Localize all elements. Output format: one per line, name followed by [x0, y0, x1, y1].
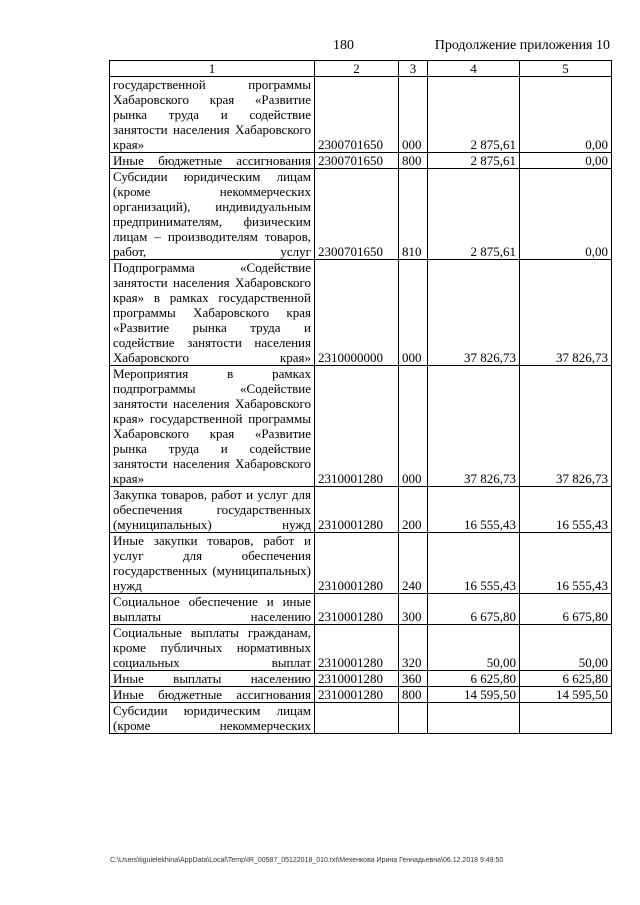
table-row	[110, 594, 612, 625]
row-target-code: 2310001280	[315, 533, 399, 594]
row-amount-col5: 0,00	[520, 153, 612, 169]
row-amount-col5: 16 555,43	[520, 487, 612, 533]
table-row	[110, 625, 612, 671]
row-expense-kind: 200	[399, 487, 428, 533]
row-expense-kind: 240	[399, 533, 428, 594]
continuation-label: Продолжение приложения 10	[434, 38, 610, 53]
row-expense-kind: 300	[399, 594, 428, 625]
row-amount-col4: 37 826,73	[428, 260, 520, 366]
row-description: Иные бюджетные ассигнования	[110, 687, 315, 703]
row-description: государственной программы Хабаровского края «Развитие рынка труда и содействие занятости населения Хабаровского края»	[110, 77, 315, 153]
row-amount-col5: 16 555,43	[520, 533, 612, 594]
budget-table	[109, 60, 612, 734]
row-description: Иные закупки товаров, работ и услуг для обеспечения государственных (муниципальных) нужд	[110, 533, 315, 594]
row-amount-col5: 0,00	[520, 169, 612, 260]
row-expense-kind: 800	[399, 153, 428, 169]
row-description: Подпрограмма «Содействие занятости населения Хабаровского края» в рамках государственной программы Хабаровского края «Развитие рынка труда и содействие занятости населения Хабаровского края»	[110, 260, 315, 366]
row-target-code: 2300701650	[315, 153, 399, 169]
row-description: Иные бюджетные ассигнования	[110, 153, 315, 169]
row-amount-col5: 50,00	[520, 625, 612, 671]
table-row	[110, 487, 612, 533]
row-amount-col4: 16 555,43	[428, 533, 520, 594]
row-amount-col5: 14 595,50	[520, 687, 612, 703]
row-target-code: 2300701650	[315, 77, 399, 153]
row-description: Иные выплаты населению	[110, 671, 315, 687]
row-description: Мероприятия в рамках подпрограммы «Содействие занятости населения Хабаровского края» государственной программы Хабаровского края «Развитие рынка труда и содействие занятости населения Хабаровского края»	[110, 366, 315, 487]
row-amount-col5: 37 826,73	[520, 366, 612, 487]
row-target-code: 2310001280	[315, 487, 399, 533]
column-header-1: 1	[110, 61, 315, 77]
row-amount-col5: 37 826,73	[520, 260, 612, 366]
page-number: 180	[333, 38, 354, 53]
column-header-4: 4	[428, 61, 520, 77]
table-row	[110, 77, 612, 153]
row-amount-col4: 16 555,43	[428, 487, 520, 533]
column-header-5: 5	[520, 61, 612, 77]
column-header-3: 3	[399, 61, 428, 77]
row-amount-col4: 6 625,80	[428, 671, 520, 687]
row-target-code: 2310001280	[315, 366, 399, 487]
row-target-code: 2310001280	[315, 671, 399, 687]
row-amount-col4: 6 675,80	[428, 594, 520, 625]
table-row	[110, 153, 612, 169]
row-expense-kind: 000	[399, 366, 428, 487]
row-amount-col4: 50,00	[428, 625, 520, 671]
row-target-code	[315, 703, 399, 734]
row-amount-col5: 6 625,80	[520, 671, 612, 687]
table-row	[110, 687, 612, 703]
table-row	[110, 671, 612, 687]
row-expense-kind: 810	[399, 169, 428, 260]
row-target-code: 2310001280	[315, 594, 399, 625]
row-amount-col4: 37 826,73	[428, 366, 520, 487]
row-amount-col4	[428, 703, 520, 734]
row-expense-kind: 320	[399, 625, 428, 671]
table-row	[110, 366, 612, 487]
row-amount-col4: 2 875,61	[428, 169, 520, 260]
row-target-code: 2310001280	[315, 625, 399, 671]
row-expense-kind: 800	[399, 687, 428, 703]
row-amount-col4: 2 875,61	[428, 77, 520, 153]
row-description: Социальное обеспечение и иные выплаты населению	[110, 594, 315, 625]
row-description: Закупка товаров, работ и услуг для обеспечения государственных (муниципальных) нужд	[110, 487, 315, 533]
table-header-row	[110, 61, 612, 77]
row-target-code: 2310001280	[315, 687, 399, 703]
table-row	[110, 260, 612, 366]
row-target-code: 2310000000	[315, 260, 399, 366]
row-expense-kind: 360	[399, 671, 428, 687]
row-description: Субсидии юридическим лицам (кроме некоммерческих	[110, 703, 315, 734]
row-amount-col5: 0,00	[520, 77, 612, 153]
row-amount-col5	[520, 703, 612, 734]
table-row	[110, 703, 612, 734]
row-expense-kind: 000	[399, 77, 428, 153]
row-target-code: 2300701650	[315, 169, 399, 260]
row-amount-col4: 14 595,50	[428, 687, 520, 703]
table-row	[110, 169, 612, 260]
column-header-2: 2	[315, 61, 399, 77]
row-description: Субсидии юридическим лицам (кроме некоммерческих организаций), индивидуальным предпринимателям, физическим лицам – производителям товаров, работ, услуг	[110, 169, 315, 260]
table-row	[110, 533, 612, 594]
row-amount-col4: 2 875,61	[428, 153, 520, 169]
row-expense-kind: 000	[399, 260, 428, 366]
row-expense-kind	[399, 703, 428, 734]
row-description: Социальные выплаты гражданам, кроме публичных нормативных социальных выплат	[110, 625, 315, 671]
file-path-footer: C:\Users\tiguielekhina\AppData\Local\Temp\IR_00587_05122018_010.txt\Мехенкова Ирина Геннадьевна\06.12.2018 9:49:50	[110, 857, 504, 864]
row-amount-col5: 6 675,80	[520, 594, 612, 625]
